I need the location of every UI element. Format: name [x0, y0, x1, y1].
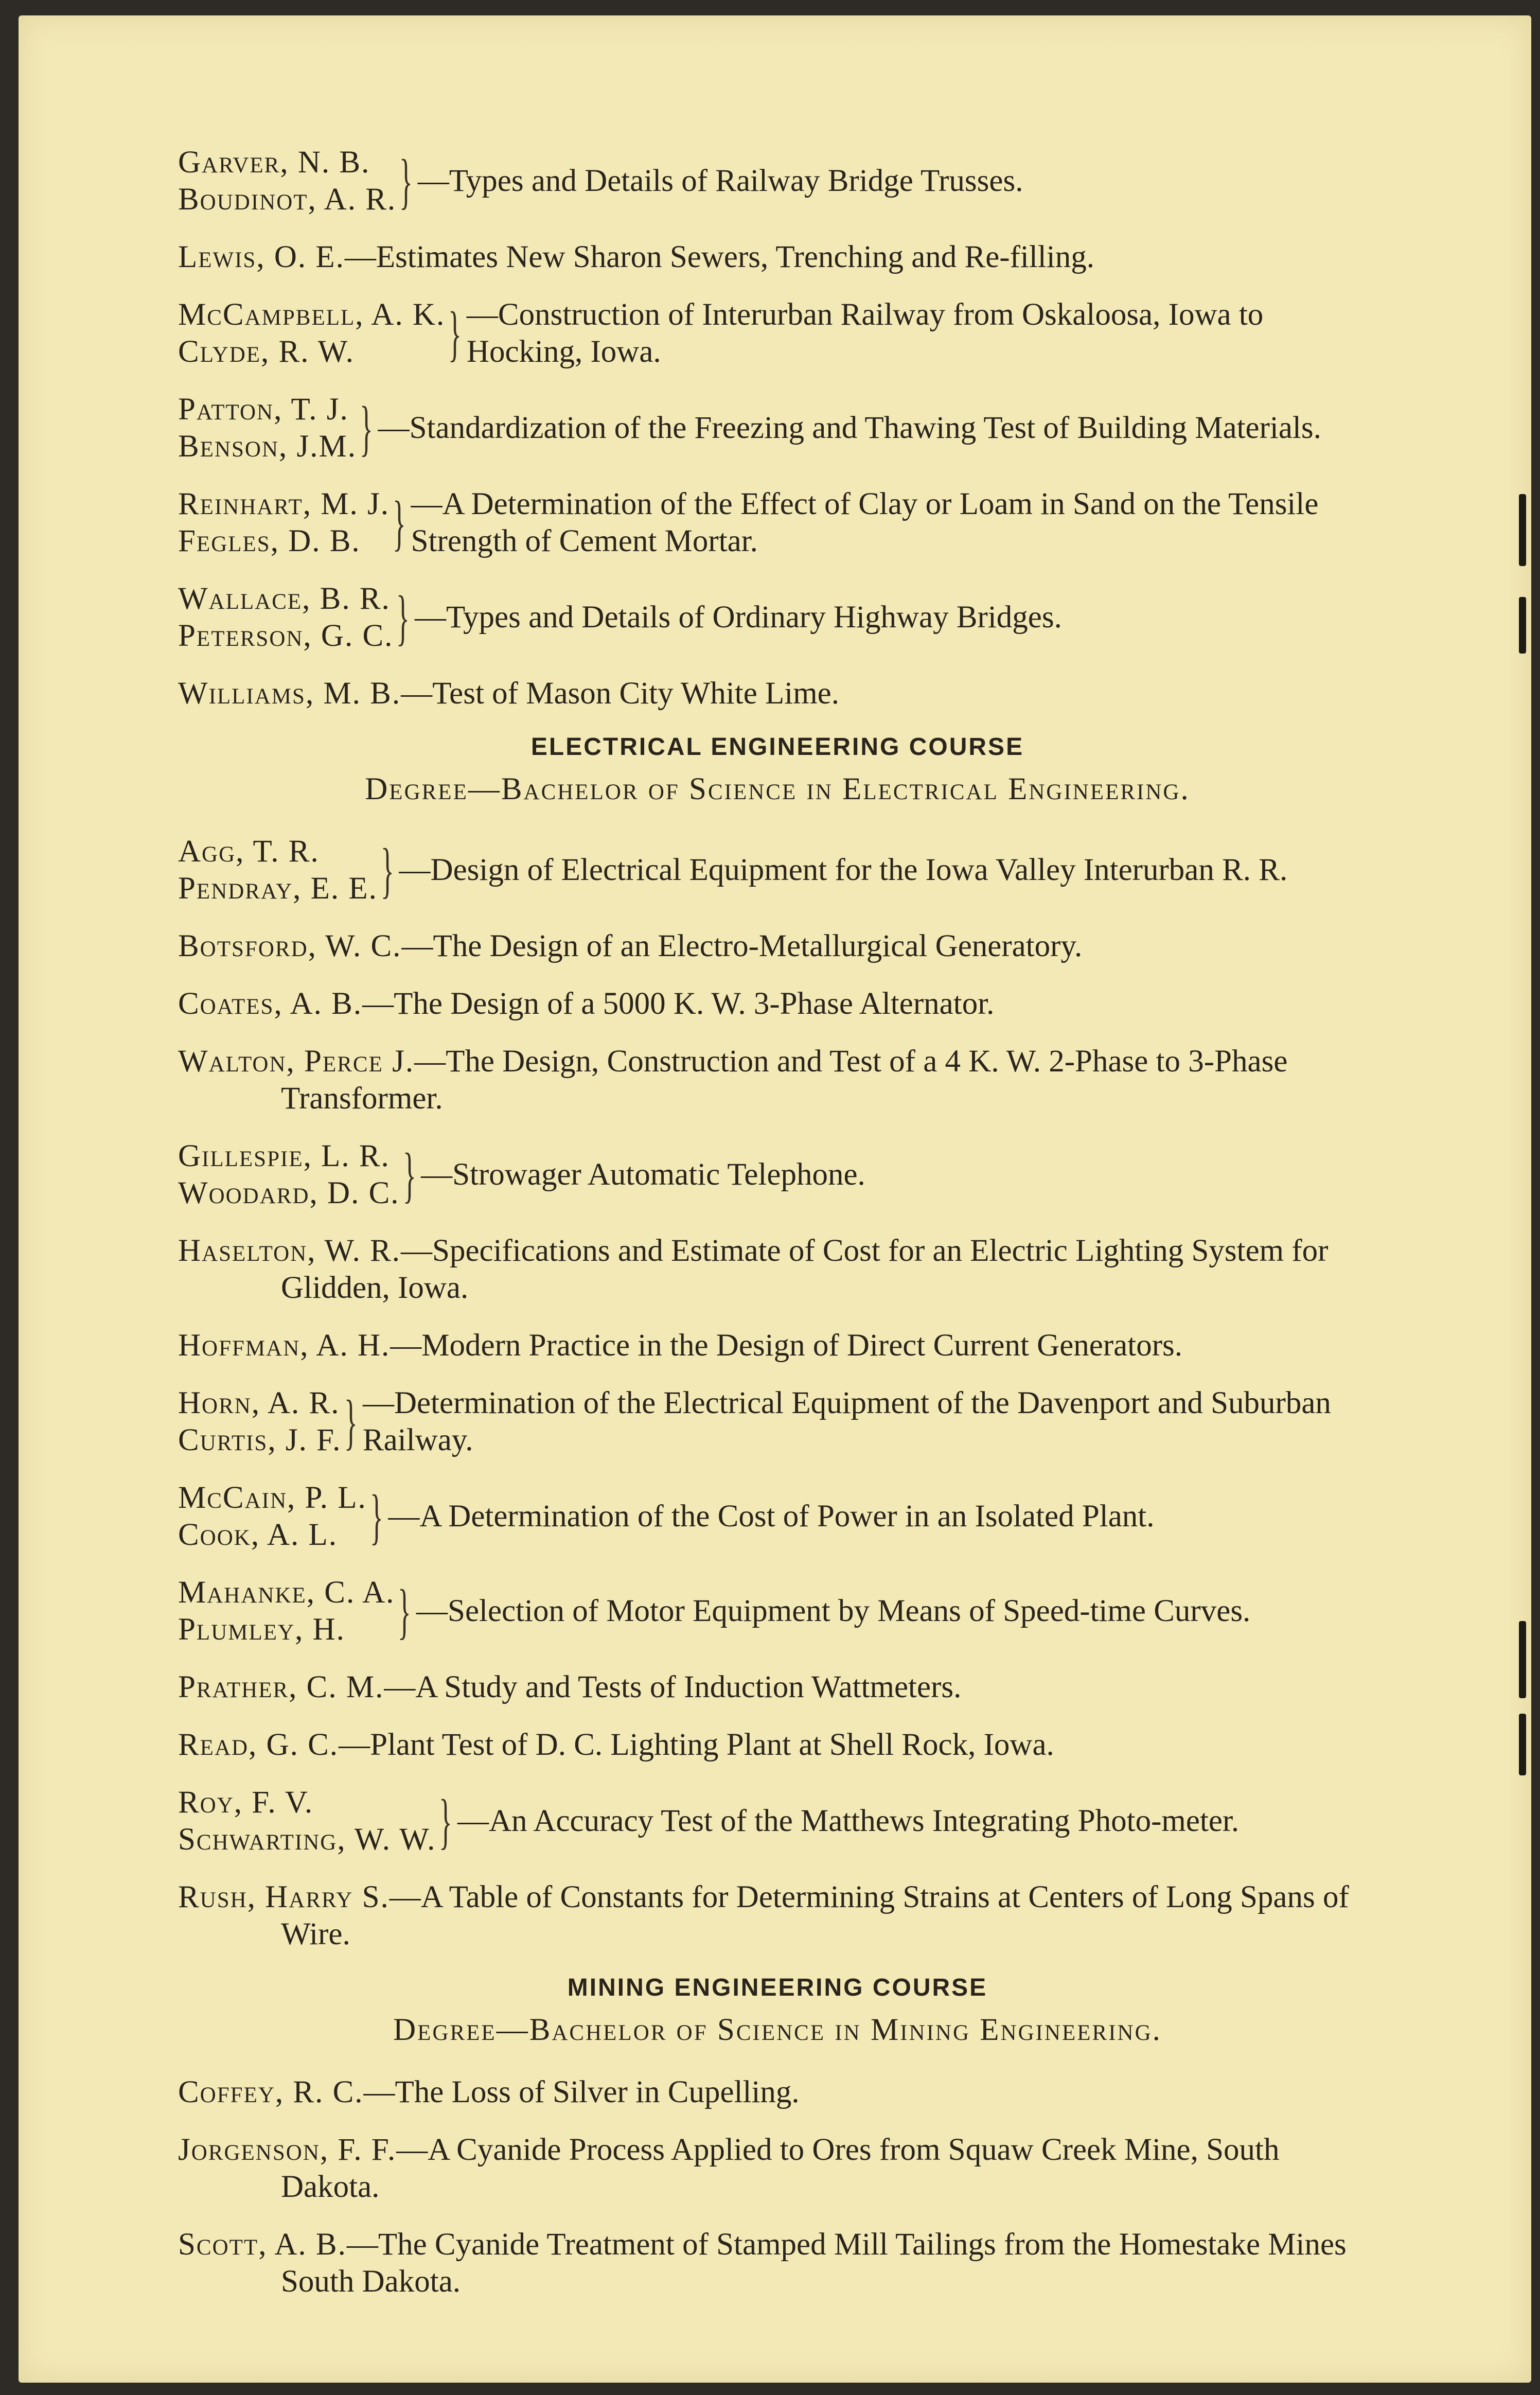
thesis-title: —A Table of Constants for Determining Strains at Centers of Long Spans of Wire.: [281, 1880, 1349, 1951]
thesis-entry: [178, 296, 1377, 371]
author-name: Garver, N. B.: [178, 145, 370, 180]
electrical-section: [178, 733, 1377, 1953]
author-name: Patton, T. J.: [178, 392, 349, 427]
thesis-title: —The Cyanide Treatment of Stamped Mill Tailings from the Homestake Mines South Dakota.: [281, 2227, 1347, 2299]
author-name: McCain, P. L.: [178, 1481, 367, 1515]
author-name: Fegles, D. B.: [178, 524, 361, 558]
thesis-entry: [178, 1574, 1377, 1648]
author-name: Pendray, E. E.: [178, 871, 378, 906]
thesis-entry: [178, 486, 1377, 560]
author-name: McCampbell, A. K.: [178, 297, 446, 332]
author-name: Rush, Harry S.: [178, 1880, 390, 1914]
degree-line: Degree—Bachelor of Science in Electrical Engineering.: [365, 772, 1190, 806]
thesis-entry: [178, 1327, 1377, 1364]
brace-glyph: }: [359, 394, 373, 462]
mining-section: [178, 1974, 1377, 2300]
thesis-title: —An Accuracy Test of the Matthews Integrating Photo-meter.: [457, 1804, 1240, 1838]
author-name: Gillespie, L. R.: [178, 1139, 390, 1173]
author-name: Williams, M. B.: [178, 676, 401, 711]
author-name: Agg, T. R.: [178, 834, 320, 869]
thesis-title: —Determination of the Electrical Equipment of the Davenport and Suburban Railway.: [362, 1386, 1331, 1457]
section-heading: ELECTRICAL ENGINEERING COURSE: [530, 733, 1024, 761]
thesis-entry: [178, 1879, 1377, 1953]
thesis-title: —Design of Electrical Equipment for the Iowa Valley Interurban R. R.: [399, 853, 1288, 887]
author-name: Curtis, J. F.: [178, 1423, 342, 1457]
thesis-entry: [178, 1669, 1377, 1706]
thesis-entry: [178, 928, 1377, 965]
author-names: [178, 486, 390, 560]
thesis-title: —Modern Practice in the Design of Direct Current Generators.: [390, 1328, 1183, 1363]
author-name: Horn, A. R.: [178, 1386, 340, 1420]
thesis-entry: [178, 2132, 1377, 2206]
author-name: Clyde, R. W.: [178, 334, 355, 369]
author-name: Mahanke, C. A.: [178, 1575, 395, 1610]
brace-glyph: }: [448, 299, 462, 367]
thesis-entry: [178, 580, 1377, 655]
author-name: Boudinot, A. R.: [178, 182, 397, 217]
author-names: [178, 580, 393, 655]
author-name: Woodard, D. C.: [178, 1176, 400, 1210]
author-name: Roy, F. V.: [178, 1785, 314, 1820]
author-name: Prather, C. M.: [178, 1670, 384, 1704]
author-name: Botsford, W. C.: [178, 929, 402, 963]
section-heading: MINING ENGINEERING COURSE: [567, 1974, 988, 2001]
thesis-entry: [178, 1727, 1377, 1764]
brace-glyph: }: [439, 1787, 453, 1855]
thesis-title: —The Loss of Silver in Cupelling.: [363, 2075, 800, 2109]
author-name: Jorgenson, F. F.: [178, 2133, 397, 2167]
staple-mark: [1519, 494, 1526, 566]
author-names: [178, 1574, 395, 1648]
author-names: [178, 1138, 400, 1212]
author-name: Haselton, W. R.: [178, 1234, 401, 1268]
author-names: [178, 144, 396, 218]
brace-glyph: }: [402, 1140, 416, 1209]
staple-mark: [1519, 1714, 1526, 1775]
thesis-title: —The Design of a 5000 K. W. 3-Phase Alternator.: [362, 987, 995, 1021]
civil-tail-section: [178, 144, 1377, 712]
author-names: [178, 1385, 341, 1459]
thesis-title: —Specifications and Estimate of Cost for an Electric Lighting System for Glidden, Iowa.: [281, 1234, 1329, 1305]
author-name: Coates, A. B.: [178, 987, 363, 1021]
author-names: [178, 296, 445, 371]
thesis-title: —Standardization of the Freezing and Thawing Test of Building Materials.: [378, 411, 1321, 445]
thesis-list: [178, 144, 1377, 2321]
thesis-entry: [178, 2074, 1377, 2111]
author-name: Hoffman, A. H.: [178, 1328, 391, 1363]
brace-glyph: }: [392, 488, 406, 557]
thesis-entry: [178, 1138, 1377, 1212]
staple-mark: [1519, 1621, 1526, 1698]
author-name: Walton, Perce J.: [178, 1044, 415, 1079]
brace-glyph: }: [396, 583, 410, 651]
author-name: Benson, J.M.: [178, 429, 357, 464]
author-name: Scott, A. B.: [178, 2227, 347, 2262]
author-name: Reinhart, M. J.: [178, 487, 390, 521]
thesis-entry: [178, 391, 1377, 465]
author-names: [178, 1784, 436, 1858]
degree-line: Degree—Bachelor of Science in Mining Engineering.: [393, 2013, 1162, 2047]
thesis-entry: [178, 239, 1377, 276]
booklet-page: [19, 15, 1531, 2383]
thesis-entry: [178, 2226, 1377, 2300]
thesis-title: —Plant Test of D. C. Lighting Plant at Shell Rock, Iowa.: [339, 1728, 1054, 1762]
thesis-title: —The Design of an Electro-Metallurgical Generatory.: [401, 929, 1083, 963]
brace-glyph: }: [399, 147, 413, 215]
staple-mark: [1519, 597, 1526, 654]
thesis-entry: [178, 1232, 1377, 1307]
author-name: Lewis, O. E.: [178, 240, 345, 274]
author-names: [178, 391, 357, 465]
thesis-title: —A Study and Tests of Induction Wattmeters.: [384, 1670, 962, 1704]
thesis-title: —The Design, Construction and Test of a 4 K. W. 2-Phase to 3-Phase Transformer.: [281, 1044, 1288, 1116]
thesis-entry: [178, 1480, 1377, 1554]
author-name: Coffey, R. C.: [178, 2075, 364, 2109]
brace-glyph: }: [344, 1387, 358, 1456]
author-name: Plumley, H.: [178, 1612, 345, 1647]
thesis-entry: [178, 675, 1377, 712]
brace-glyph: }: [369, 1482, 383, 1551]
thesis-title: —Estimates New Sharon Sewers, Trenching and Re-filling.: [344, 240, 1094, 274]
thesis-title: —Strowager Automatic Telephone.: [421, 1157, 865, 1192]
thesis-entry: [178, 985, 1377, 1023]
thesis-title: —Test of Mason City White Lime.: [401, 676, 840, 711]
author-name: Cook, A. L.: [178, 1518, 338, 1552]
author-name: Schwarting, W. W.: [178, 1822, 436, 1857]
author-names: [178, 1480, 367, 1554]
author-name: Read, G. C.: [178, 1728, 339, 1762]
author-name: Wallace, B. R.: [178, 582, 391, 616]
author-names: [178, 833, 378, 907]
thesis-entry: [178, 1784, 1377, 1858]
thesis-entry: [178, 1385, 1377, 1459]
thesis-title: —Types and Details of Ordinary Highway Bridges.: [415, 600, 1062, 635]
thesis-entry: [178, 833, 1377, 907]
brace-glyph: }: [380, 836, 394, 904]
brace-glyph: }: [398, 1577, 412, 1645]
thesis-title: —Construction of Interurban Railway from Oskaloosa, Iowa to Hocking, Iowa.: [466, 297, 1264, 369]
thesis-title: —Types and Details of Railway Bridge Trusses.: [417, 164, 1023, 198]
thesis-entry: [178, 144, 1377, 218]
author-name: Peterson, G. C.: [178, 619, 394, 653]
thesis-entry: [178, 1043, 1377, 1117]
thesis-title: —A Determination of the Cost of Power in an Isolated Plant.: [388, 1499, 1155, 1534]
thesis-title: —A Cyanide Process Applied to Ores from Squaw Creek Mine, South Dakota.: [281, 2133, 1280, 2204]
thesis-title: —A Determination of the Effect of Clay or Loam in Sand on the Tensile Strength of Cement Mortar.: [411, 487, 1319, 558]
thesis-title: —Selection of Motor Equipment by Means of Speed-time Curves.: [416, 1594, 1251, 1628]
